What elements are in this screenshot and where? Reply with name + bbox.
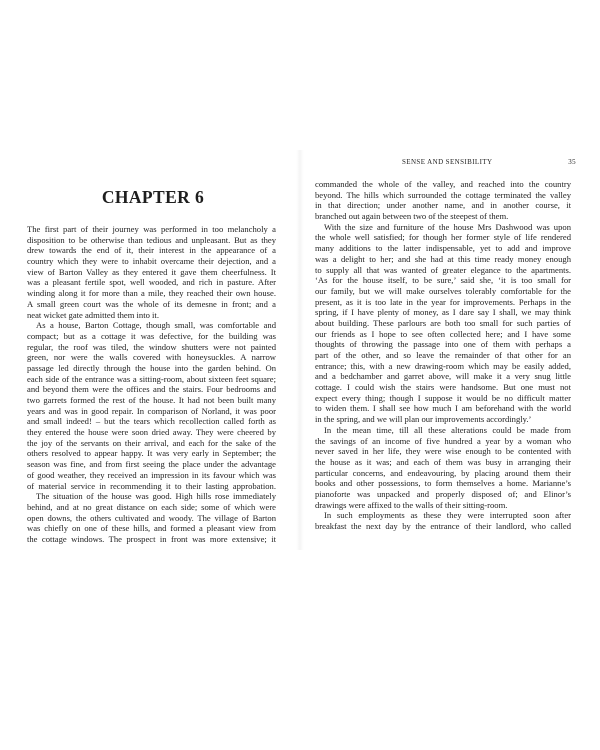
- text-line: In such employments as these they were interrupted soon after: [324, 510, 571, 521]
- text-line: drew towards the end of it, their interest in the appearance of a: [27, 245, 276, 256]
- text-line: about building. These parlours are both too small for such parties of: [315, 317, 571, 328]
- text-line: to supply all that was wanted of greater elegance to the apartments.: [315, 264, 571, 275]
- text-line: pianoforte was unpacked and properly disposed of; and Elinor’s: [315, 488, 571, 499]
- text-line: thoughts of throwing the passage into one of them with perhaps a: [315, 339, 571, 350]
- text-line: The first part of their journey was performed in too melancholy a: [27, 224, 276, 234]
- text-line: spring, if I have plenty of money, as I dare say I shall, we may think: [315, 307, 571, 318]
- page-number: 35: [568, 158, 576, 166]
- text-line: the joy of the servants on their arrival, and each for the sake of the: [27, 437, 276, 448]
- text-line: present, as it is too late in the year for improvements. Perhaps in the: [315, 296, 571, 307]
- text-line: expect every thing; though I suppose it would be no difficult matter: [315, 392, 571, 403]
- text-line: books and other possessions, to form themselves a home. Marianne’s: [315, 478, 571, 489]
- text-line: passage led directly through the house into the garden behind. On: [27, 362, 276, 373]
- right-page-body: [315, 179, 571, 532]
- text-line: ‘As for the house itself, to be sure,’ said she, ‘it is too small for: [315, 275, 571, 286]
- text-line: two garrets formed the rest of the house. It had not been built many: [27, 395, 276, 405]
- text-line: many additions to the latter indispensable, yet to add and improve: [315, 243, 571, 254]
- text-line: particular concerns, and endeavouring, by placing around them their: [315, 467, 571, 478]
- text-line: to widen them. I shall see how much I am beforehand with the world: [315, 403, 571, 414]
- text-line: and beyond them were the offices and the stairs. Four bedrooms and: [27, 384, 276, 395]
- text-line: country which they were to inhabit overcame their dejection, and a: [27, 256, 276, 267]
- text-line: our friends as I hope to see often collected here; and I have some: [315, 328, 571, 339]
- text-line: was chiefly on one of these hills, and formed a pleasant view from: [27, 523, 276, 534]
- text-line: they entered the house were soon dried away. They were cheered by: [27, 427, 276, 438]
- text-line: The situation of the house was good. High hills rose immediately: [36, 491, 276, 502]
- text-line: others resolved to appear happy. It was very early in September; the: [27, 448, 276, 459]
- text-line: behind, and at no great distance on each side; some of which were: [27, 501, 276, 512]
- text-line: view of Barton Valley as they entered it gave them cheerfulness. It: [27, 266, 276, 277]
- text-line: in that direction; under another name, and in another course, it: [315, 200, 571, 211]
- text-line: never saved in her life, they were wise enough to be contented with: [315, 446, 571, 457]
- text-line: and small indeed! – but the tears which recollection called forth as: [27, 416, 276, 427]
- text-line: the savings of an income of five hundred a year by a woman who: [315, 435, 571, 446]
- left-page-body: [27, 224, 276, 545]
- text-line: part of the other, and so leave the remainder of that other for an: [315, 350, 571, 360]
- text-line: disposition to be otherwise than tedious and unpleasant. But as they: [27, 234, 276, 245]
- text-line: was a pleasant fertile spot, well wooded, and rich in pasture. After: [27, 277, 276, 288]
- text-line: commanded the whole of the valley, and reached into the country: [315, 179, 571, 189]
- text-line: With the size and furniture of the house Mrs Dashwood was upon: [324, 221, 571, 232]
- text-line: green, nor were the walls covered with honeysuckles. A narrow: [27, 352, 276, 363]
- text-line: winding along it for more than a mile, they reached their own house.: [27, 288, 276, 299]
- text-line: beyond. The hills which surrounded the cottage terminated the valley: [315, 189, 571, 200]
- text-line: breakfast the next day by the entrance of their landlord, who called: [315, 521, 571, 531]
- text-line: As a house, Barton Cottage, though small, was comfortable and: [36, 320, 276, 331]
- text-line: drawings were affixed to the walls of their sitting-room.: [315, 499, 508, 510]
- text-line: the cottage windows. The prospect in front was more extensive; it: [27, 533, 276, 544]
- text-line: open downs, the others cultivated and woody. The village of Barton: [27, 512, 276, 523]
- text-line: A small green court was the whole of its demesne in front; and a: [27, 298, 276, 309]
- text-line: compact; but as a cottage it was defective, for the building was: [27, 330, 276, 341]
- text-line: our family, but we will make ourselves tolerably comfortable for the: [315, 285, 571, 296]
- text-line: of good weather, they received an impression in its favour which was: [27, 469, 276, 480]
- text-line: season was fine, and from first seeing the place under the advantage: [27, 459, 276, 470]
- text-line: regular, the roof was tiled, the window shutters were not painted: [27, 341, 276, 352]
- text-line: each side of the entrance was a sitting-room, about sixteen feet square;: [27, 373, 276, 384]
- running-head-title: SENSE AND SENSIBILITY: [402, 158, 493, 166]
- text-line: cottage. I could wish the stairs were handsome. But one must not: [315, 382, 571, 393]
- text-line: entrance; this, with a new drawing-room which may be easily added,: [315, 360, 571, 371]
- text-line: In the mean time, till all these alterations could be made from: [324, 424, 571, 435]
- text-line: branched out again between two of the steepest of them.: [315, 211, 509, 222]
- text-line: the whole well satisfied; for though her former style of life rendered: [315, 232, 571, 243]
- text-line: neat wicket gate admitted them into it.: [27, 309, 159, 320]
- text-line: was a delight to her; and she had at this time ready money enough: [315, 253, 571, 264]
- text-line: in the spring, and we will plan our improvements accordingly.’: [315, 414, 532, 425]
- text-line: of material service in recommending it to their lasting approbation.: [27, 480, 276, 491]
- text-line: the house as it was; and each of them was busy in arranging their: [315, 456, 571, 467]
- text-line: years and was in good repair. In comparison of Norland, it was poor: [27, 405, 276, 416]
- chapter-title: CHAPTER 6: [101, 187, 205, 207]
- text-line: and a bedchamber and garret above, will make it a very snug little: [315, 371, 571, 382]
